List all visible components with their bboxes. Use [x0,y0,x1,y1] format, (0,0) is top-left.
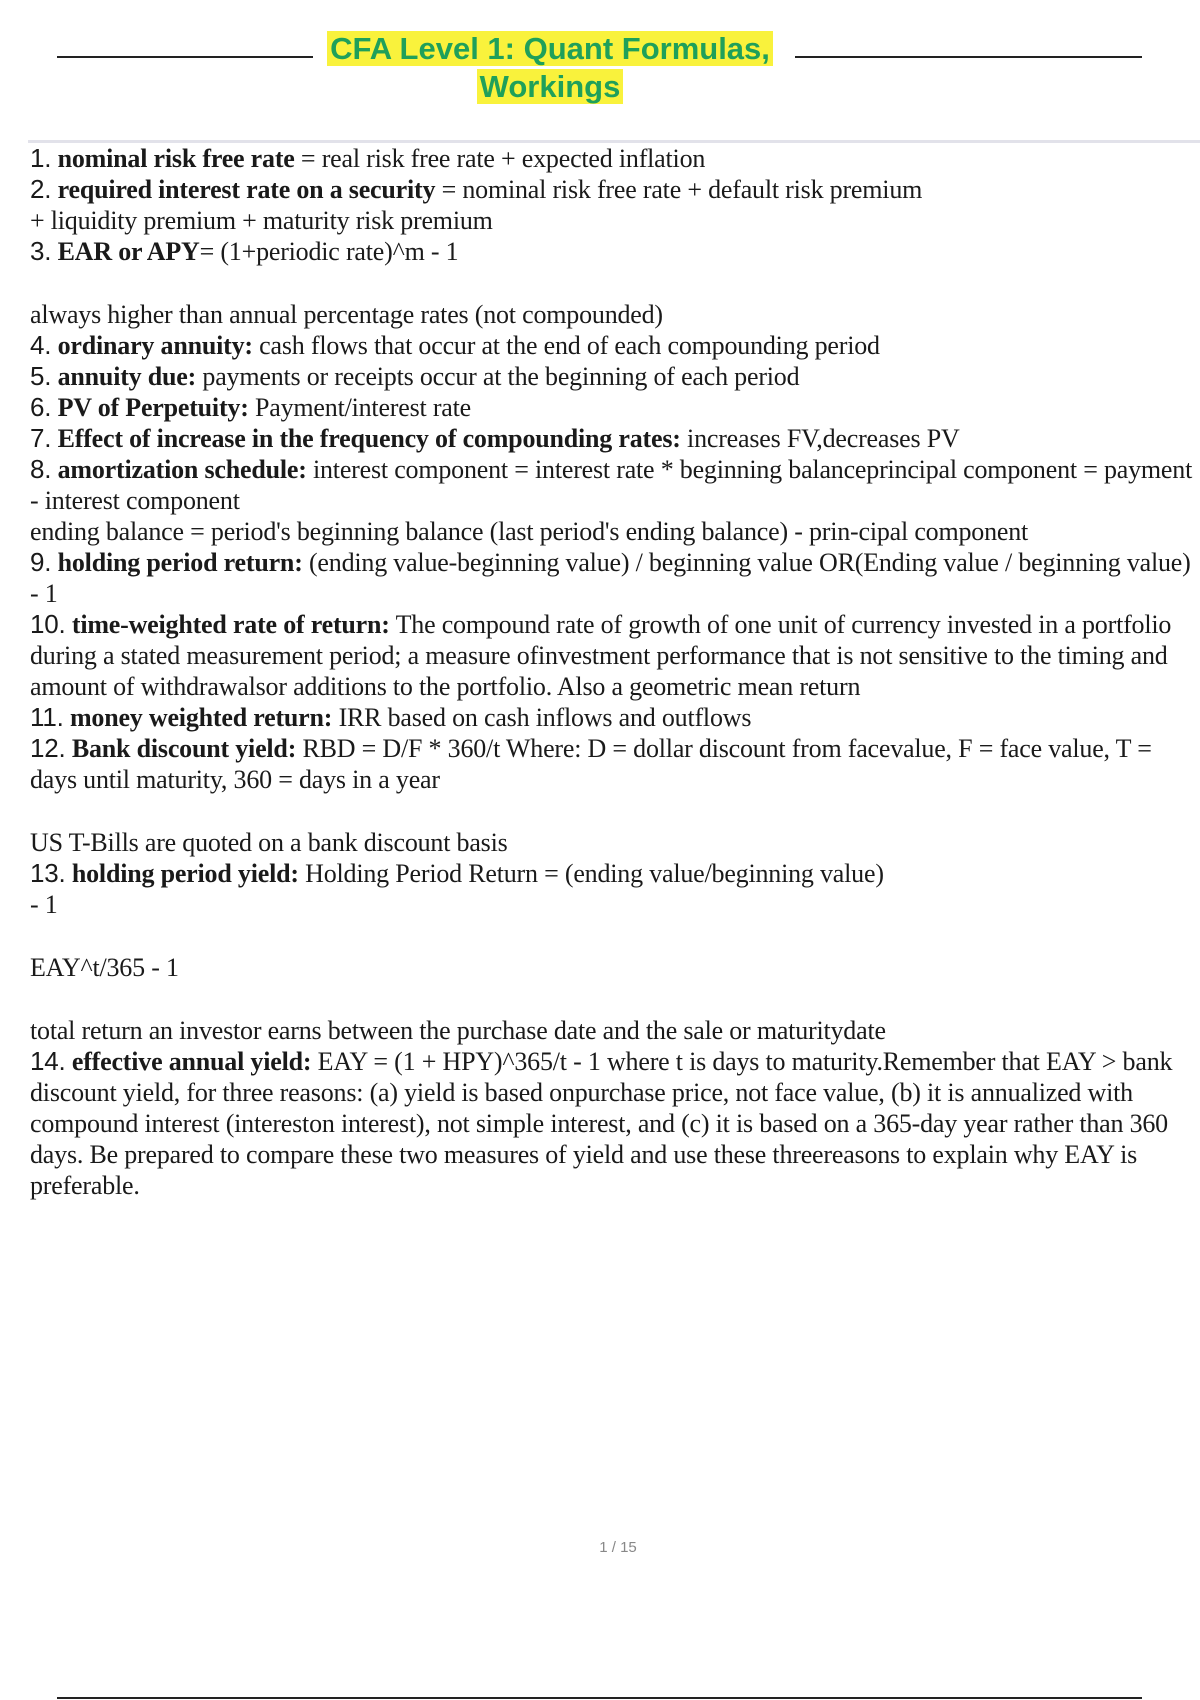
item-number: 4. [30,330,52,360]
item-term: holding period return: [57,548,303,577]
item-definition: Payment/interest rate [255,393,472,422]
list-item [30,236,1195,267]
item-definition: Holding Period Return = (ending value/beginning value) [305,859,884,888]
item-definition: RBD = D/F * 360/t Where: D = dollar discount from facevalue, F = face value, T = days until maturity, 360 = days in a year [30,734,1152,794]
item-number: 2. [30,174,52,204]
item-term: annuity due: [57,362,197,391]
item-definition: The compound rate of growth of one unit of currency invested in a portfolio during a stated measurement period; a measure ofinvestment performance that is not sensitive to the timing and amount of withdrawalsor additions to the portfolio. Also a geometric mean return [30,610,1172,701]
item-continuation: ending balance = period's beginning balance (last period's ending balance) - prin-cipal component [30,517,1029,546]
item-number: 12. [30,733,66,763]
item-continuation: - 1 [30,890,58,919]
item-separator: = [294,144,322,173]
item-definition: (1+periodic rate)^m - 1 [220,237,459,266]
list-item [30,423,1195,454]
item-separator: = [435,175,463,204]
item-continuation: + liquidity premium + maturity risk premium [30,206,493,235]
list-item [30,733,1195,795]
item-definition: increases FV,decreases PV [687,424,960,453]
title-line-1: CFA Level 1: Quant Formulas, [327,31,773,66]
item-number: 8. [30,454,52,484]
item-note: US T-Bills are quoted on a bank discount basis [30,828,508,857]
item-term: EAR or APY [57,237,200,266]
item-term: effective annual yield: [71,1047,312,1076]
item-term: time-weighted rate of return: [71,610,390,639]
item-term: PV of Perpetuity: [57,393,249,422]
list-item [30,454,1195,516]
item-definition: payments or receipts occur at the beginning of each period [202,362,800,391]
item-definition: IRR based on cash inflows and outflows [338,703,752,732]
item-term: Effect of increase in the frequency of compounding rates: [57,424,681,453]
item-term: holding period yield: [71,859,299,888]
item-note: EAY^t/365 - 1 [30,953,179,982]
footer-rule [57,1697,1142,1699]
list-item [30,143,1195,174]
item-note: total return an investor earns between the purchase date and the sale or maturitydate [30,1016,886,1045]
item-term: amortization schedule: [57,455,307,484]
item-separator: = [199,237,221,266]
item-number: 6. [30,392,52,422]
list-item [30,609,1195,702]
item-number: 5. [30,361,52,391]
list-item [30,858,1195,889]
title-line-2: Workings [477,69,624,104]
item-note: always higher than annual percentage rates (not compounded) [30,300,663,329]
item-term: Bank discount yield: [71,734,297,763]
item-number: 14. [30,1046,66,1076]
list-item [30,1046,1195,1201]
item-number: 11. [30,702,64,732]
list-item [30,361,1195,392]
list-item [30,392,1195,423]
item-definition: EAY = (1 + HPY)^365/t - 1 where t is days to maturity.Remember that EAY > bank discount yield, for three reasons: (a) yield is based onpurchase price, not face value, (b) it is annualized with compound interest (intereston interest), not simple interest, and (c) it is based on a 365-day year rather than 360 days. Be prepared to compare these two measures of yield and use these threereasons to explain why EAY is preferable. [30,1047,1173,1200]
item-number: 13. [30,858,66,888]
item-term: required interest rate on a security [57,175,436,204]
list-item [30,547,1195,609]
item-number: 3. [30,236,52,266]
item-definition: cash flows that occur at the end of each compounding period [259,331,880,360]
page-number: 1 / 15 [599,1539,637,1556]
item-definition: nominal risk free rate + default risk premium [462,175,923,204]
list-item [30,330,1195,361]
list-item [30,702,1195,733]
item-term: money weighted return: [69,703,333,732]
item-number: 9. [30,547,52,577]
item-term: nominal risk free rate [57,144,295,173]
item-number: 7. [30,423,52,453]
item-definition: real risk free rate + expected inflation [321,144,706,173]
page-title [0,30,1100,106]
list-item [30,174,1195,205]
item-definition: interest component = interest rate * beginning balanceprincipal component = payment - interest component [30,455,1193,515]
item-number: 1. [30,143,52,173]
formula-list [30,143,1195,1201]
item-definition: (ending value-beginning value) / beginning value OR(Ending value / beginning value) - 1 [30,548,1191,608]
item-term: ordinary annuity: [57,331,253,360]
item-number: 10. [30,609,66,639]
